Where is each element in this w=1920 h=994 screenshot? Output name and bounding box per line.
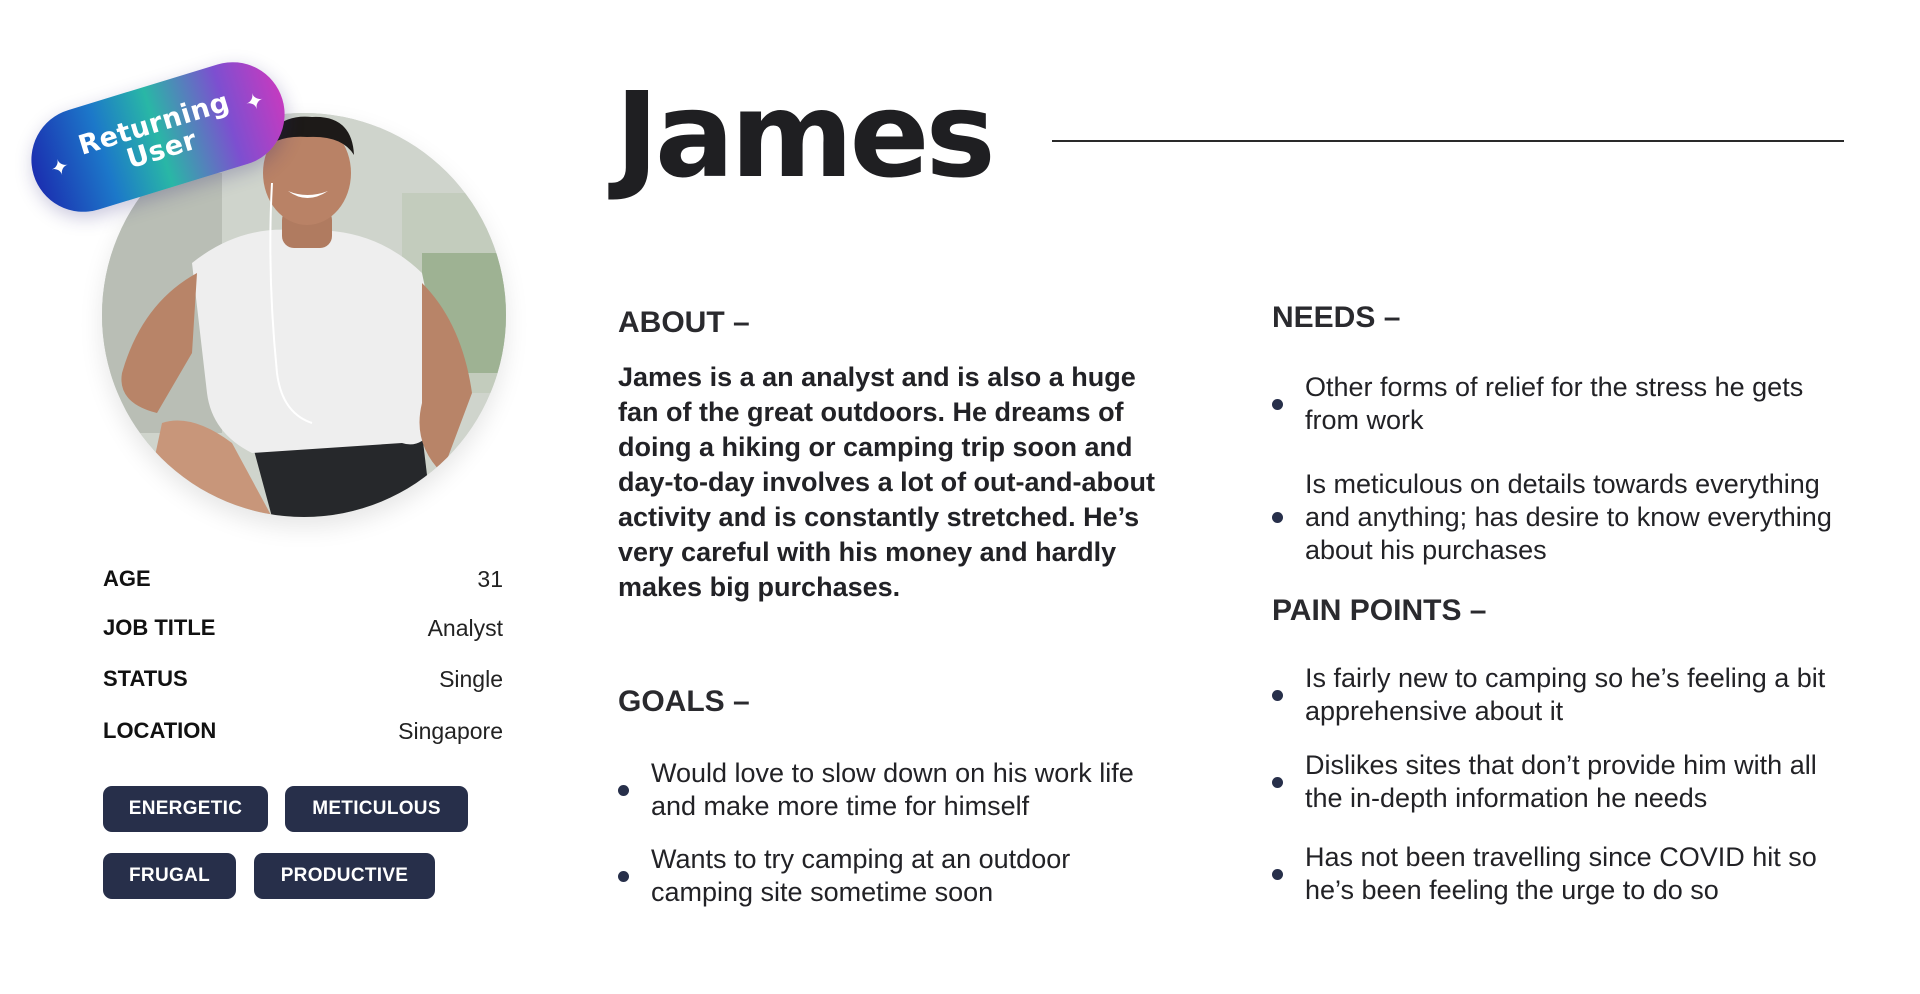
pain-point-text: Is fairly new to camping so he’s feeling a bit apprehensive about it [1305, 663, 1826, 726]
about-heading: ABOUT – [618, 306, 750, 339]
tag-meticulous: METICULOUS [285, 786, 468, 832]
need-item [1272, 468, 1832, 567]
need-item [1272, 371, 1832, 437]
goal-text: Wants to try camping at an outdoor camping site sometime soon [651, 844, 1071, 907]
goal-item [618, 757, 1178, 823]
need-text: Is meticulous on details towards everything and anything; has desire to know everything about his purchases [1305, 469, 1832, 565]
detail-value: Single [439, 665, 503, 692]
bullet-dot-icon [1272, 399, 1283, 410]
bullet-dot-icon [1272, 512, 1283, 523]
title-divider [1052, 140, 1844, 142]
tag-productive: PRODUCTIVE [254, 853, 435, 899]
badge-label: Returning User [74, 86, 234, 176]
persona-name: James [615, 66, 992, 204]
pain-point-item [1272, 749, 1832, 815]
bullet-dot-icon [1272, 869, 1283, 880]
detail-value: Analyst [427, 614, 503, 641]
sparkle-icon: ✦ [47, 152, 73, 183]
needs-heading: NEEDS – [1272, 301, 1401, 334]
detail-value: Singapore [398, 717, 503, 744]
goal-item [618, 843, 1178, 909]
bullet-dot-icon [1272, 690, 1283, 701]
goal-text: Would love to slow down on his work life and make more time for himself [651, 758, 1134, 821]
detail-label: AGE [103, 566, 151, 591]
need-text: Other forms of relief for the stress he gets from work [1305, 372, 1804, 435]
pain-point-item [1272, 841, 1832, 907]
detail-label: LOCATION [103, 718, 217, 743]
detail-row-location [103, 716, 503, 746]
pain-point-item [1272, 662, 1832, 728]
bullet-dot-icon [618, 785, 629, 796]
pain-points-heading: PAIN POINTS – [1272, 594, 1487, 627]
detail-value: 31 [477, 565, 503, 592]
detail-label: JOB TITLE [103, 615, 216, 640]
sparkle-icon: ✦ [242, 87, 268, 117]
detail-label: STATUS [103, 666, 188, 691]
pain-point-text: Dislikes sites that don’t provide him with all the in-depth information he needs [1305, 750, 1817, 813]
pain-point-text: Has not been travelling since COVID hit so he’s been feeling the urge to do so [1305, 842, 1817, 905]
tag-energetic: ENERGETIC [103, 786, 268, 832]
detail-row-age [103, 564, 503, 594]
about-text: James is a an analyst and is also a huge fan of the great outdoors. He dreams of doing a hiking or camping trip soon and day-to-day involves a lot of out-and-about activity and is constantly stretched. He’s very careful with his money and hardly makes big purchases. [618, 362, 1156, 602]
detail-row-status [103, 664, 503, 694]
detail-row-job-title [103, 613, 503, 643]
tag-frugal: FRUGAL [103, 853, 236, 899]
goals-heading: GOALS – [618, 685, 750, 718]
bullet-dot-icon [1272, 777, 1283, 788]
bullet-dot-icon [618, 871, 629, 882]
